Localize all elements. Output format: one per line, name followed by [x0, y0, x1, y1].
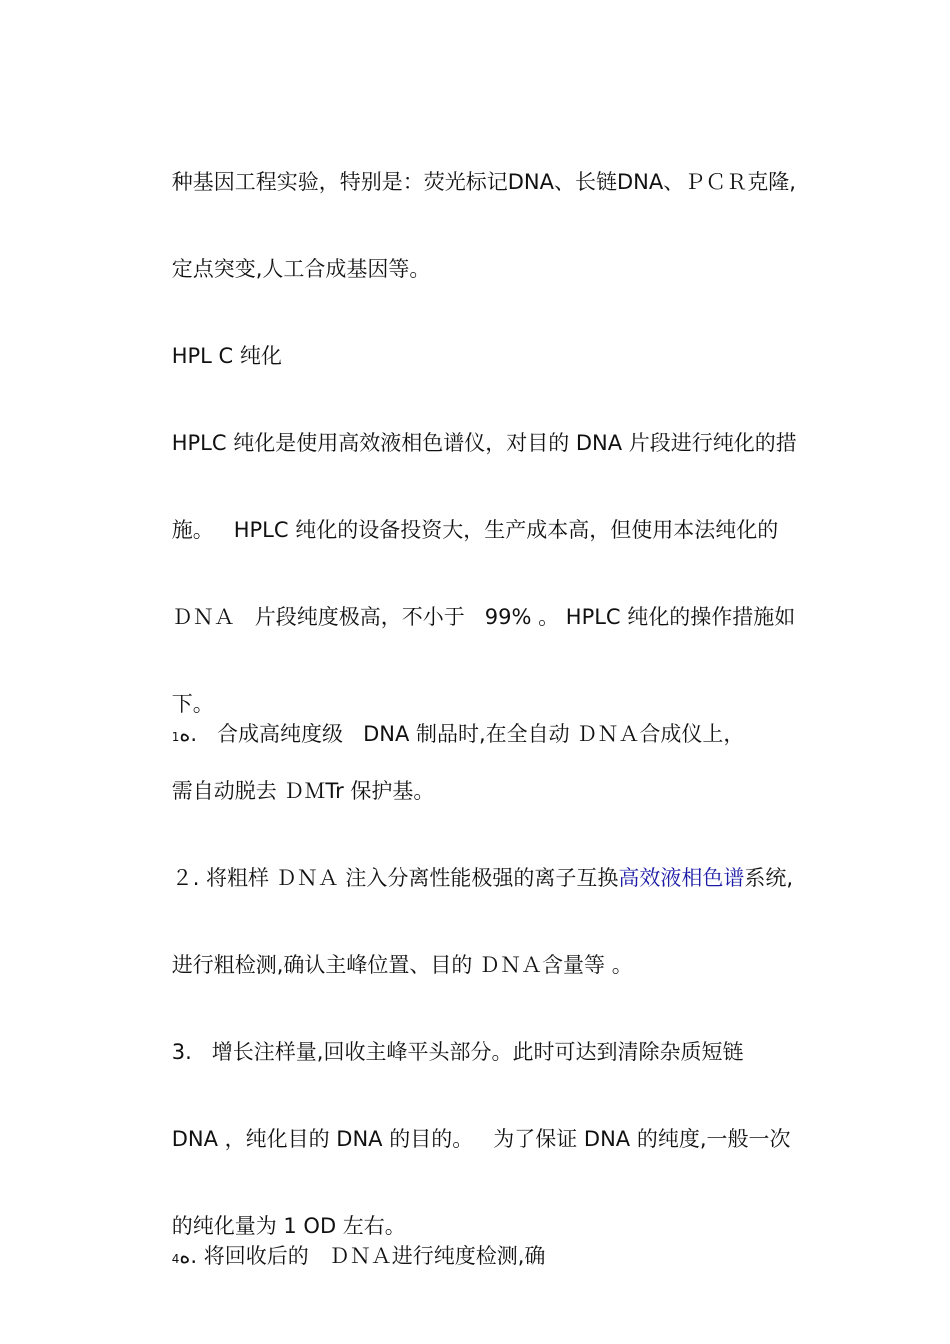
paragraph-line-5 [145, 485, 825, 575]
line-11-text: 3. 增长注样量,回收主峰平头部分。此时可达到清除杂质短链 [171, 1040, 744, 1064]
paragraph-line-6 [145, 572, 825, 662]
paragraph-line-2 [145, 224, 825, 314]
section-heading-hplc [145, 311, 825, 401]
section-heading-text: HPL C 纯化 [171, 344, 282, 368]
line-5-text: 施。 HPLC 纯化的设备投资大，生产成本高，但使用本法纯化的 [171, 518, 779, 542]
paragraph-line-11 [145, 1007, 825, 1097]
paragraph-line-13 [145, 1181, 825, 1304]
hplc-link[interactable]: 高效液相色谱 [618, 866, 745, 890]
line-10-text: 进行粗检测,确认主峰位置、目的 ＤＮＡ含量等 。 [171, 953, 633, 977]
paragraph-line-12 [145, 1094, 825, 1184]
line-9-start: ２. 将粗样 ＤＮＡ 注入分离性能极强的离子互换 [171, 866, 619, 890]
line-7-rest: ﻩ. 合成高纯度级 DNA 制品时,在全自动 ＤＮＡ合成仪上， [179, 722, 745, 746]
line-13-start: 的纯化量为 1 OD 左右。 [171, 1214, 406, 1238]
paragraph-line-4 [145, 398, 825, 488]
line-12-text: DNA ，纯化目的 DNA 的目的。 为了保证 DNA 的纯度,一般一次 [171, 1127, 791, 1151]
step-1-number: 1 [171, 730, 180, 744]
line-13-rest: ﻩ. 将回收后的 ＤＮＡ进行纯度检测,确 [179, 1244, 546, 1268]
line-8-text: 需自动脱去 ＤＭTr 保护基。 [171, 779, 435, 803]
paragraph-line-9 [145, 833, 825, 923]
paragraph-line-10 [145, 920, 825, 1010]
step-4-number: 4 [171, 1252, 180, 1266]
paragraph-line-8 [145, 746, 825, 836]
line-4-text: HPLC 纯化是使用高效液相色谱仪，对目的 DNA 片段进行纯化的措 [171, 431, 797, 455]
line-2-text: 定点突变,人工合成基因等。 [171, 257, 431, 281]
line-7-start: 下。 [171, 692, 214, 716]
line-1-text: 种基因工程实验，特别是：荧光标记DNA、长链DNA、ＰＣＲ克隆, [171, 170, 796, 194]
line-6-text: ＤＮＡ 片段纯度极高，不小于 99% 。 HPLC 纯化的操作措施如 [171, 605, 796, 629]
paragraph-line-1 [145, 137, 825, 227]
line-9-end: 系统, [744, 866, 794, 890]
